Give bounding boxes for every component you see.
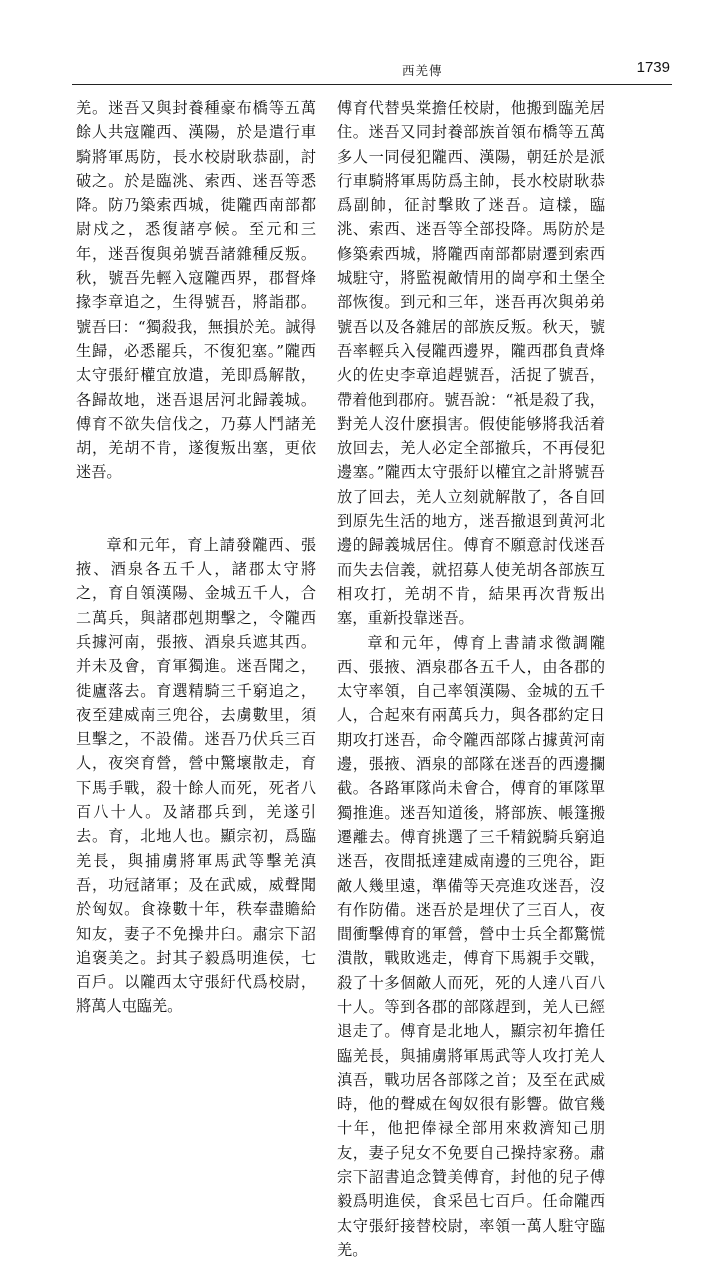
classical-paragraph-1: 羌。迷吾又與封養種豪布橋等五萬餘人共寇隴西、漢陽，於是遣行車騎將軍馬防，長水校尉耿恭副，討破之。於是臨洮、索西、迷吾等悉降。防乃築索西城，徙隴西南部都尉戍之，悉復諸亭候。至元和三年，迷吾復與弟號吾諸雜種反叛。秋，號吾先輕入寇隴西界，郡督烽掾李章追之，生得號吾，將詣郡。號吾曰：“獨殺我，無損於羌。誠得生歸，必悉罷兵，不復犯塞。”隴西太守張紆權宜放遣，羌即爲解散，各歸故地，迷吾退居河北歸義城。傅育不欲失信伐之，乃募人鬥諸羌胡，羌胡不肯，遂復叛出塞，更依迷吾。 [76, 99, 316, 482]
classical-text-column [76, 96, 316, 1019]
running-title: 西羌傳 [402, 63, 443, 78]
page-number: 1739 [636, 59, 670, 76]
translation-paragraph-2: 章和元年，傅育上書請求徵調隴西、張掖、酒泉郡各五千人，由各郡的太守率領，自己率領漢陽、金城的五千人，合起來有兩萬兵力，與各郡約定日期攻打迷吾，命令隴西部隊占據黄河南邊，張掖、酒泉的部隊在迷吾的西邊攔截。各路軍隊尚未會合，傅育的軍隊單獨推進。迷吾知道後，將部族、帳篷搬遷離去。傅育挑選了三千精鋭騎兵窮追迷吾，夜間抵達建威南邊的三兜谷，距敵人幾里遠，準備等天亮進攻迷吾，沒有作防備。迷吾於是埋伏了三百人，夜間衝擊傅育的軍營，營中士兵全都驚慌潰散，戰敗逃走，傅育下馬親手交戰，殺了十多個敵人而死，死的人達八百八十人。等到各郡的部隊趕到，羌人已經退走了。傅育是北地人，顯宗初年擔任臨羌長，與捕虜將軍馬武等人攻打羌人滇吾，戰功居各部隊之首；及至在武威時，他的聲威在匈奴很有影響。做官幾十年，他把俸禄全部用來救濟知己朋友，妻子兒女不免要自己操持家務。肅宗下詔書追念贊美傅育，封他的兒子傅毅爲明進侯，食采邑七百戶。任命隴西太守張紆接替校尉，率領一萬人駐守臨羌。 [337, 633, 605, 1259]
classical-paragraph-2: 章和元年，育上請發隴西、張掖、酒泉各五千人，諸郡太守將之，育自領漢陽、金城五千人，合二萬兵，與諸郡剋期擊之，令隴西兵據河南，張掖、酒泉兵遮其西。并未及會，育軍獨進。迷吾聞之，徙廬落去。育選精騎三千窮追之，夜至建威南三兜谷，去虜數里，須旦擊之，不設備。迷吾乃伏兵三百人，夜突育營，營中驚壞散走，育下馬手戰，殺十餘人而死，死者八百八十人。及諸郡兵到，羌遂引去。育，北地人也。顯宗初，爲臨羌長，與捕虜將軍馬武等擊羌滇吾，功冠諸軍；及在武威，威聲聞於匈奴。食祿數十年，秩奉盡贍給知友，妻子不免操井臼。肅宗下詔追褒美之。封其子毅爲明進侯，七百戶。以隴西太守張紆代爲校尉，將萬人屯臨羌。 [76, 535, 316, 1016]
page-header [72, 58, 672, 85]
translation-text-column [337, 96, 605, 1262]
translation-paragraph-1: 傅育代替吳棠擔任校尉，他搬到臨羌居住。迷吾又同封養部族首領布橋等五萬多人一同侵犯隴西、漢陽，朝廷於是派行車騎將軍馬防爲主帥，長水校尉耿恭爲副帥，征討擊敗了迷吾。這樣，臨洮、索西、迷吾等全部投降。馬防於是修築索西城，將隴西南部都尉遷到索西城駐守，將監視敵情用的崗亭和土堡全部恢復。到元和三年，迷吾再次與弟弟號吾以及各雜居的部族反叛。秋天，號吾率輕兵入侵隴西邊界，隴西郡負責烽火的佐史李章追趕號吾，活捉了號吾，帶着他到郡府。號吾說：“衹是殺了我，對羌人沒什麽損害。假使能够將我活着放回去，羌人必定全部撤兵，不再侵犯邊塞。”隴西太守張紆以權宜之計將號吾放了回去，羌人立刻就解散了，各自回到原先生活的地方，迷吾撤退到黄河北邊的歸義城居住。傅育不願意討伐迷吾而失去信義，就招募人使羌胡各部族互相攻打，羌胡不肯，結果再次背叛出塞，重新投靠迷吾。 [337, 99, 605, 628]
